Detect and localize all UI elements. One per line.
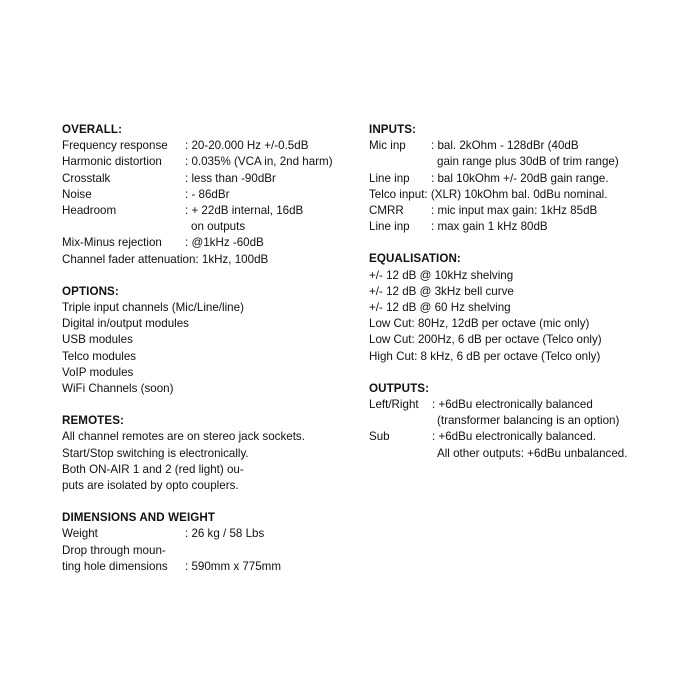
- spec-row-mic-inp: [369, 138, 669, 154]
- spec-value: : max gain 1 kHz 80dB: [431, 220, 548, 234]
- spec-value: : bal 10kOhm +/- 20dB gain range.: [431, 171, 609, 185]
- spec-value: : +6dBu electronically balanced: [432, 398, 593, 412]
- options-item: Triple input channels (Mic/Line/line): [62, 301, 244, 315]
- channel-fader-attenuation: Channel fader attenuation: 1kHz, 100dB: [62, 252, 269, 266]
- spec-value: : 20-20.000 Hz +/-0.5dB: [185, 139, 309, 153]
- remotes-heading: REMOTES:: [62, 414, 124, 428]
- spec-value: : - 86dBr: [185, 187, 230, 201]
- spec-value: : 26 kg / 58 Lbs: [185, 527, 265, 541]
- spec-label: Harmonic distortion: [62, 155, 162, 169]
- inputs-heading: INPUTS:: [369, 123, 417, 136]
- spec-label: Weight: [62, 527, 98, 541]
- equalisation-line: +/- 12 dB @ 60 Hz shelving: [369, 301, 511, 315]
- equalisation-section: [369, 251, 669, 364]
- spec-label: Mic inp: [369, 139, 406, 153]
- options-item: Digital in/output modules: [62, 317, 189, 331]
- right-column: [369, 122, 669, 478]
- overall-section: [62, 122, 358, 268]
- remotes-line: All channel remotes are on stereo jack sockets.: [62, 430, 305, 444]
- equalisation-line: Low Cut: 80Hz, 12dB per octave (mic only): [369, 317, 590, 331]
- outputs-heading: OUTPUTS:: [369, 381, 430, 395]
- dimensions-heading: DIMENSIONS AND WEIGHT: [62, 511, 216, 525]
- spec-row-line-inp-max-gain: [369, 219, 669, 235]
- spec-row-crosstalk: [62, 171, 358, 187]
- spec-row-sub: [369, 429, 669, 445]
- spec-value: : @1kHz -60dB: [185, 236, 264, 250]
- outputs-section: [369, 381, 669, 462]
- spec-label: Mix-Minus rejection: [62, 236, 162, 250]
- equalisation-line: +/- 12 dB @ 10kHz shelving: [369, 268, 514, 282]
- equalisation-heading: EQUALISATION:: [369, 252, 461, 266]
- spec-value: : mic input max gain: 1kHz 85dB: [431, 204, 598, 218]
- spec-row-frequency-response: [62, 138, 358, 154]
- telco-input: Telco input: (XLR) 10kOhm bal. 0dBu nominal.: [369, 187, 608, 201]
- dimensions-section: [62, 510, 358, 575]
- spec-label: Crosstalk: [62, 171, 111, 185]
- spec-row-harmonic-distortion: [62, 154, 358, 170]
- spec-value: : + 22dB internal, 16dB: [185, 204, 304, 218]
- overall-heading: OVERALL:: [62, 123, 123, 136]
- options-heading: OPTIONS:: [62, 284, 119, 298]
- remotes-line: Start/Stop switching is electronically.: [62, 446, 249, 460]
- drop-through-label: Drop through moun-: [62, 543, 166, 557]
- spec-row-line-inp: [369, 171, 669, 187]
- options-item: USB modules: [62, 333, 133, 347]
- spec-value: : +6dBu electronically balanced.: [432, 430, 597, 444]
- spec-row-hole-dimensions: [62, 559, 358, 575]
- remotes-line: puts are isolated by opto couplers.: [62, 479, 239, 493]
- options-item: Telco modules: [62, 349, 137, 363]
- spec-label: Left/Right: [369, 398, 419, 412]
- spec-label: Line inp: [369, 171, 410, 185]
- spec-label: Frequency response: [62, 139, 168, 153]
- options-item: VoIP modules: [62, 365, 134, 379]
- options-item: WiFi Channels (soon): [62, 382, 174, 396]
- spec-label: Noise: [62, 187, 92, 201]
- spec-row-weight: [62, 526, 358, 542]
- equalisation-line: High Cut: 8 kHz, 6 dB per octave (Telco only): [369, 349, 601, 363]
- spec-row-left-right: [369, 397, 669, 413]
- spec-label: CMRR: [369, 204, 404, 218]
- equalisation-line: +/- 12 dB @ 3kHz bell curve: [369, 284, 514, 298]
- headroom-continuation: on outputs: [191, 220, 246, 234]
- spec-row-cmrr: [369, 203, 669, 219]
- inputs-section: [369, 122, 669, 235]
- equalisation-line: Low Cut: 200Hz, 6 dB per octave (Telco only): [369, 333, 602, 347]
- options-section: [62, 284, 358, 397]
- spec-value: : bal. 2kOhm - 128dBr (40dB: [431, 139, 579, 153]
- remotes-line: Both ON-AIR 1 and 2 (red light) ou-: [62, 462, 244, 476]
- spec-value: : less than -90dBr: [185, 171, 276, 185]
- spec-label: ting hole dimensions: [62, 559, 168, 573]
- spec-value: : 590mm x 775mm: [185, 559, 281, 573]
- spec-value: : 0.035% (VCA in, 2nd harm): [185, 155, 333, 169]
- spec-row-headroom: [62, 203, 358, 219]
- spec-label: Headroom: [62, 204, 117, 218]
- left-column: [62, 122, 358, 591]
- mic-inp-continuation: gain range plus 30dB of trim range): [437, 155, 619, 169]
- spec-row-mix-minus: [62, 235, 358, 251]
- left-right-continuation: (transformer balancing is an option): [437, 414, 620, 428]
- spec-label: Sub: [369, 430, 390, 444]
- other-outputs: All other outputs: +6dBu unbalanced.: [437, 446, 628, 460]
- spec-label: Line inp: [369, 220, 410, 234]
- spec-row-noise: [62, 187, 358, 203]
- remotes-section: [62, 413, 358, 494]
